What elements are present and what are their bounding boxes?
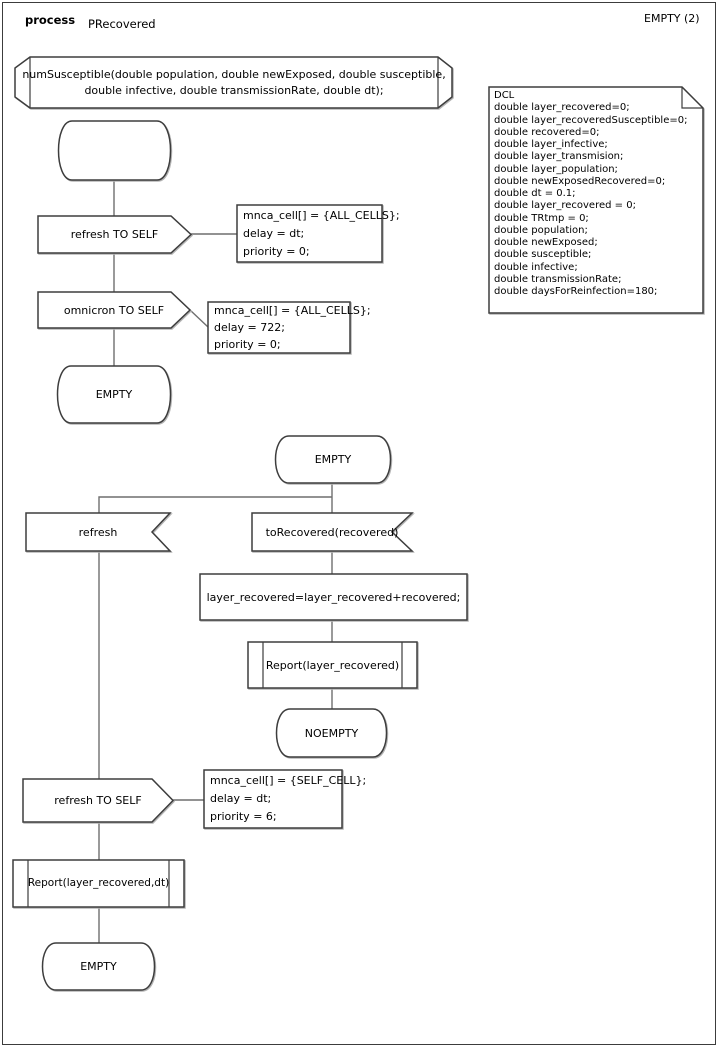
input-to-recovered-label: toRecovered(recovered) — [265, 525, 399, 539]
comment-line: delay = 722; — [214, 321, 285, 334]
proc-report-label: Report(layer_recovered) — [265, 658, 400, 672]
output-omnicron-label: omnicron TO SELF — [63, 303, 165, 317]
dcl-line: double newExposedRecovered=0; — [494, 175, 666, 187]
dcl-line: double transmissionRate; — [494, 273, 622, 285]
comment-line: delay = dt; — [210, 792, 272, 805]
process-name: PRecovered — [88, 17, 156, 31]
proc-report-dt-label: Report(layer_recovered,dt) — [27, 877, 170, 889]
dcl-line: double infective; — [494, 261, 578, 273]
signature-line-2: double infective, double transmissionRate, double dt); — [84, 83, 384, 97]
dcl-line: double layer_recoveredSusceptible=0; — [494, 114, 688, 126]
signature-text — [22, 57, 446, 108]
dcl-line: double layer_transmision; — [494, 151, 624, 163]
comment-line: priority = 0; — [243, 244, 310, 258]
comment-line: mnca_cell[] = {ALL_CELLS}; — [214, 304, 371, 317]
comment-line: mnca_cell[] = {ALL_CELLS}; — [243, 208, 400, 222]
comment-1-text — [237, 205, 400, 262]
comment-line: mnca_cell[] = {SELF_CELL}; — [210, 774, 367, 787]
comment-line: priority = 0; — [214, 338, 281, 351]
dcl-line: DCL — [494, 90, 515, 101]
start-state-symbol — [59, 121, 171, 180]
dcl-line: double layer_recovered=0; — [494, 102, 630, 114]
diagram-kind-label: process — [25, 13, 76, 27]
comment-line: priority = 6; — [210, 810, 277, 823]
dcl-line: double susceptible; — [494, 249, 592, 261]
input-refresh-label: refresh — [78, 525, 118, 539]
task-layer-recovered-label: layer_recovered=layer_recovered+recovered; — [206, 590, 461, 604]
dcl-declarations — [489, 87, 703, 313]
state-empty-2-label: EMPTY — [314, 453, 352, 466]
state-noempty-label: NOEMPTY — [304, 726, 359, 740]
dcl-line: double recovered=0; — [494, 126, 600, 138]
dcl-line: double layer_population; — [494, 163, 618, 175]
state-empty-1-label: EMPTY — [95, 388, 133, 401]
dcl-line: double newExposed; — [494, 237, 598, 248]
output-refresh-1-label: refresh TO SELF — [70, 228, 159, 241]
signature-line-1: numSusceptible(double population, double newExposed, double susceptible, — [22, 67, 446, 81]
dcl-line: double daysForReinfection=180; — [494, 286, 658, 297]
page-label: EMPTY (2) — [644, 12, 700, 25]
dcl-line: double TRtmp = 0; — [494, 212, 589, 224]
output-refresh-2-label: refresh TO SELF — [54, 794, 142, 807]
dcl-line: double population; — [494, 224, 588, 236]
comment-2-text — [208, 302, 371, 353]
comment-3-text — [204, 770, 367, 828]
comment-line: delay = dt; — [243, 226, 305, 240]
dcl-line: double layer_infective; — [494, 139, 608, 150]
dcl-line: double layer_recovered = 0; — [494, 200, 636, 212]
state-empty-3-label: EMPTY — [80, 960, 117, 973]
dcl-line: double dt = 0.1; — [494, 188, 576, 199]
